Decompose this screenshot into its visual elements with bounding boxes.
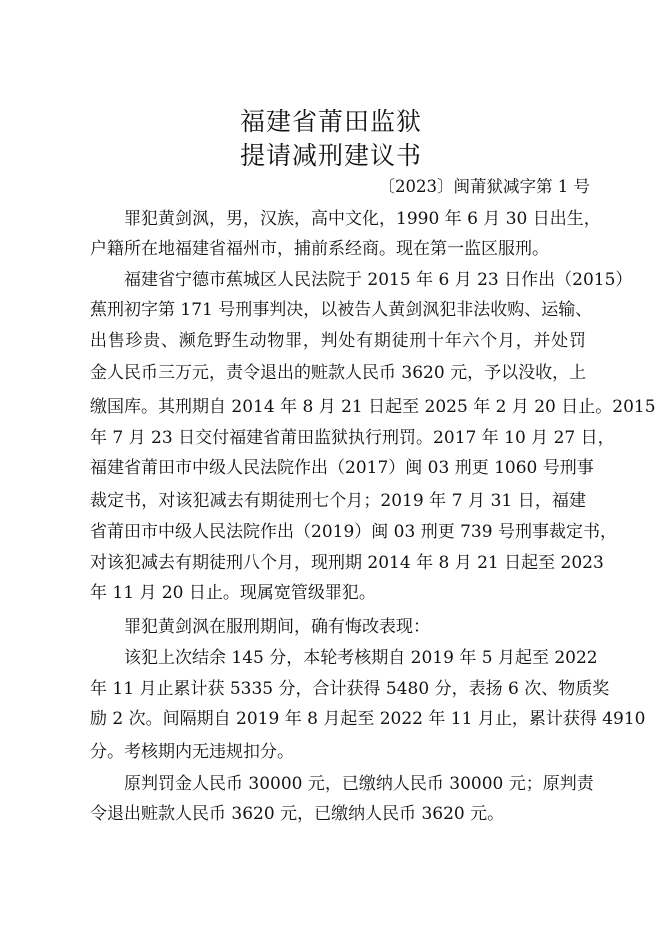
text-line: 福建省宁德市蕉城区人民法院于 2015 年 6 月 23 日作出（2015） xyxy=(124,270,633,290)
text-line: 励 2 次。间隔期自 2019 年 8 月起至 2022 年 11 月止，累计获得 4910 xyxy=(90,709,646,729)
text-line: 户籍所在地福建省福州市，捕前系经商。现在第一监区服刑。 xyxy=(90,239,549,259)
text-line: 年 7 月 23 日交付福建省莆田监狱执行刑罚。2017 年 10 月 27 日， xyxy=(90,428,615,448)
text-line: 分。考核期内无违规扣分。 xyxy=(90,742,294,762)
text-line: 罪犯黄剑沨在服刑期间，确有悔改表现： xyxy=(124,617,430,637)
text-line: 对该犯减去有期徒刑八个月，现刑期 2014 年 8 月 21 日起至 2023 xyxy=(90,553,604,573)
text-line: 裁定书，对该犯减去有期徒刑七个月；2019 年 7 月 31 日，福建 xyxy=(90,491,586,511)
text-line: 缴国库。其刑期自 2014 年 8 月 21 日起至 2025 年 2 月 20 日止。2015 xyxy=(90,397,656,417)
text-line: 出售珍贵、濒危野生动物罪，判处有期徒刑十年六个月，并处罚 xyxy=(90,331,586,351)
text-line: 该犯上次结余 145 分，本轮考核期自 2019 年 5 月起至 2022 xyxy=(124,648,598,668)
text-line: 蕉刑初字第 171 号刑事判决，以被告人黄剑沨犯非法收购、运输、 xyxy=(90,300,593,320)
text-line: 原判罚金人民币 30000 元，已缴纳人民币 30000 元；原判责 xyxy=(124,774,594,794)
text-line: 福建省莆田市中级人民法院作出（2017）闽 03 刑更 1060 号刑事 xyxy=(90,458,594,478)
title-prison-name: 福建省莆田监狱 xyxy=(239,107,422,136)
text-line: 年 11 月止累计获 5335 分，合计获得 5480 分，表扬 6 次、物质奖 xyxy=(90,679,610,699)
text-line: 年 11 月 20 日止。现属宽管级罪犯。 xyxy=(90,583,376,603)
text-line: 罪犯黄剑沨，男，汉族，高中文化，1990 年 6 月 30 日出生， xyxy=(124,209,601,229)
text-line: 令退出赃款人民币 3620 元，已缴纳人民币 3620 元。 xyxy=(90,804,505,824)
title-document-type: 提请减刑建议书 xyxy=(239,141,422,170)
text-line: 省莆田市中级人民法院作出（2019）闽 03 刑更 739 号刑事裁定书， xyxy=(90,522,617,542)
document-number: 〔2023〕闽莆狱减字第 1 号 xyxy=(378,177,590,196)
text-line: 金人民币三万元，责令退出的赃款人民币 3620 元，予以没收，上 xyxy=(90,363,587,383)
